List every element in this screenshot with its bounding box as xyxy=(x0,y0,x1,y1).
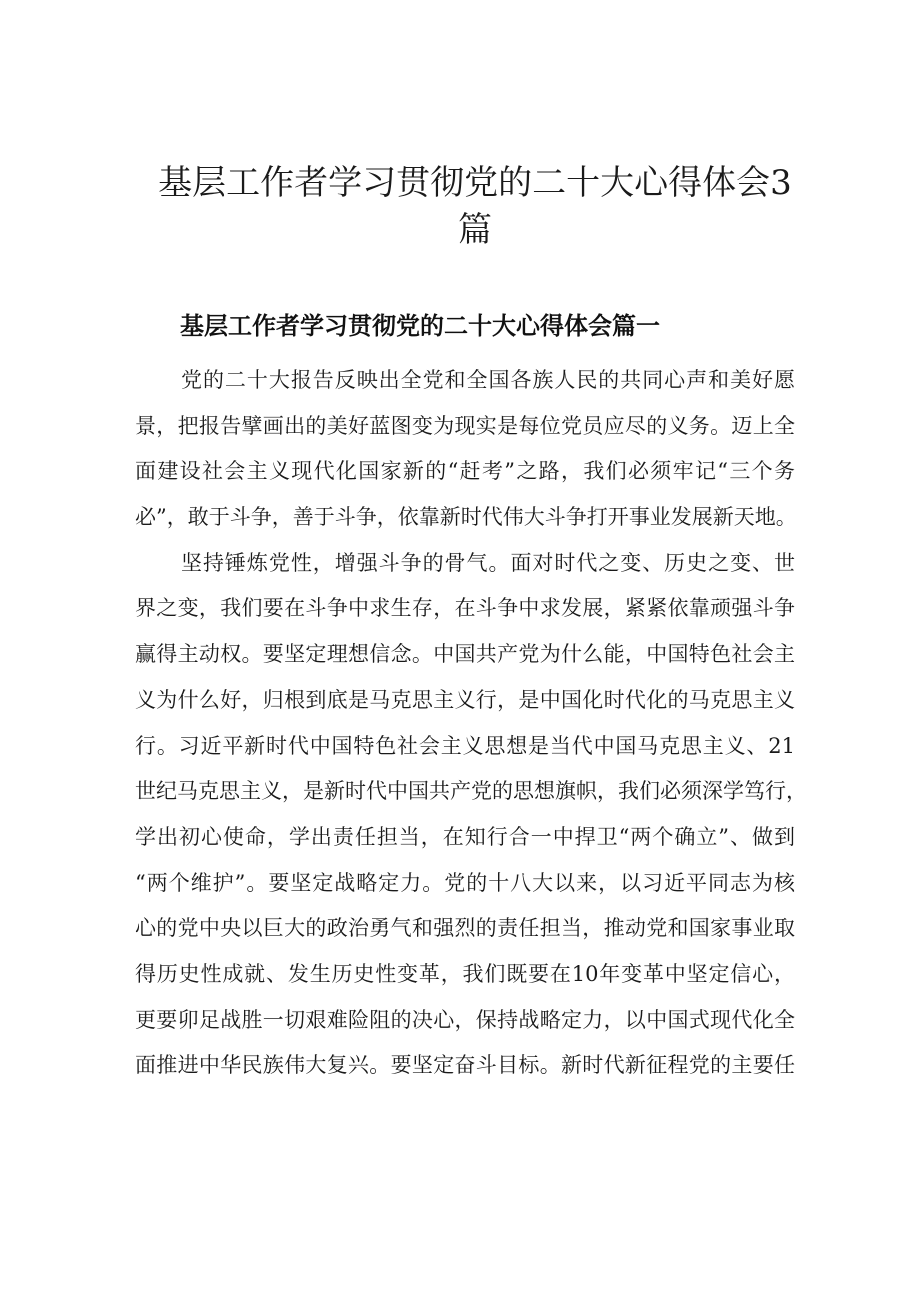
paragraph-2-line-10: 得历史性成就、发生历史性变革，我们既要在10年变革中坚定信心， xyxy=(135,961,795,986)
paragraph-1-line-1: 党的二十大报告反映出全党和全国各族人民的共同心声和美好愿 xyxy=(181,368,795,392)
paragraph-2-line-4: 义为什么好，归根到底是马克思主义行，是中国化时代化的马克思主义 xyxy=(135,687,795,712)
section-heading: 基层工作者学习贯彻党的二十大心得体会篇一 xyxy=(180,312,660,340)
paragraph-1-line-2: 景，把报告擘画出的美好蓝图变为现实是每位党员应尽的义务。迈上全 xyxy=(135,413,795,438)
paragraph-2-line-9: 心的党中央以巨大的政治勇气和强烈的责任担当，推动党和国家事业取 xyxy=(135,916,795,941)
paragraph-2-line-1: 坚持锤炼党性，增强斗争的骨气。面对时代之变、历史之变、世 xyxy=(181,550,795,575)
document-title xyxy=(150,160,800,254)
paragraph-1-line-4: 必”，敢于斗争，善于斗争，依靠新时代伟大斗争打开事业发展新天地。 xyxy=(135,505,797,530)
paragraph-2-line-11: 更要卯足战胜一切艰难险阻的决心，保持战略定力，以中国式现代化全 xyxy=(135,1007,795,1032)
document-title-line-1: 基层工作者学习贯彻党的二十大心得体会3 xyxy=(158,163,792,203)
paragraph-2-line-3: 赢得主动权。要坚定理想信念。中国共产党为什么能，中国特色社会主 xyxy=(135,642,795,667)
paragraph-2-line-8: “两个维护”。要坚定战略定力。党的十八大以来，以习近平同志为核 xyxy=(135,870,795,895)
paragraph-2-line-6: 世纪马克思主义，是新时代中国共产党的思想旗帜，我们必须深学笃行， xyxy=(135,779,807,804)
paragraph-2-line-2: 界之变，我们要在斗争中求生存，在斗争中求发展，紧紧依靠顽强斗争 xyxy=(135,596,795,621)
paragraph-2-line-12: 面推进中华民族伟大复兴。要坚定奋斗目标。新时代新征程党的主要任 xyxy=(135,1053,795,1078)
body-text xyxy=(135,358,807,1089)
paragraph-2-line-5: 行。习近平新时代中国特色社会主义思想是当代中国马克思主义、21 xyxy=(135,733,795,758)
document-title-line-2: 篇 xyxy=(458,210,492,250)
paragraph-1-line-3: 面建设社会主义现代化国家新的“赶考”之路，我们必须牢记“三个务 xyxy=(135,459,795,484)
paragraph-2-line-7: 学出初心使命，学出责任担当，在知行合一中捍卫“两个确立”、做到 xyxy=(135,824,795,849)
